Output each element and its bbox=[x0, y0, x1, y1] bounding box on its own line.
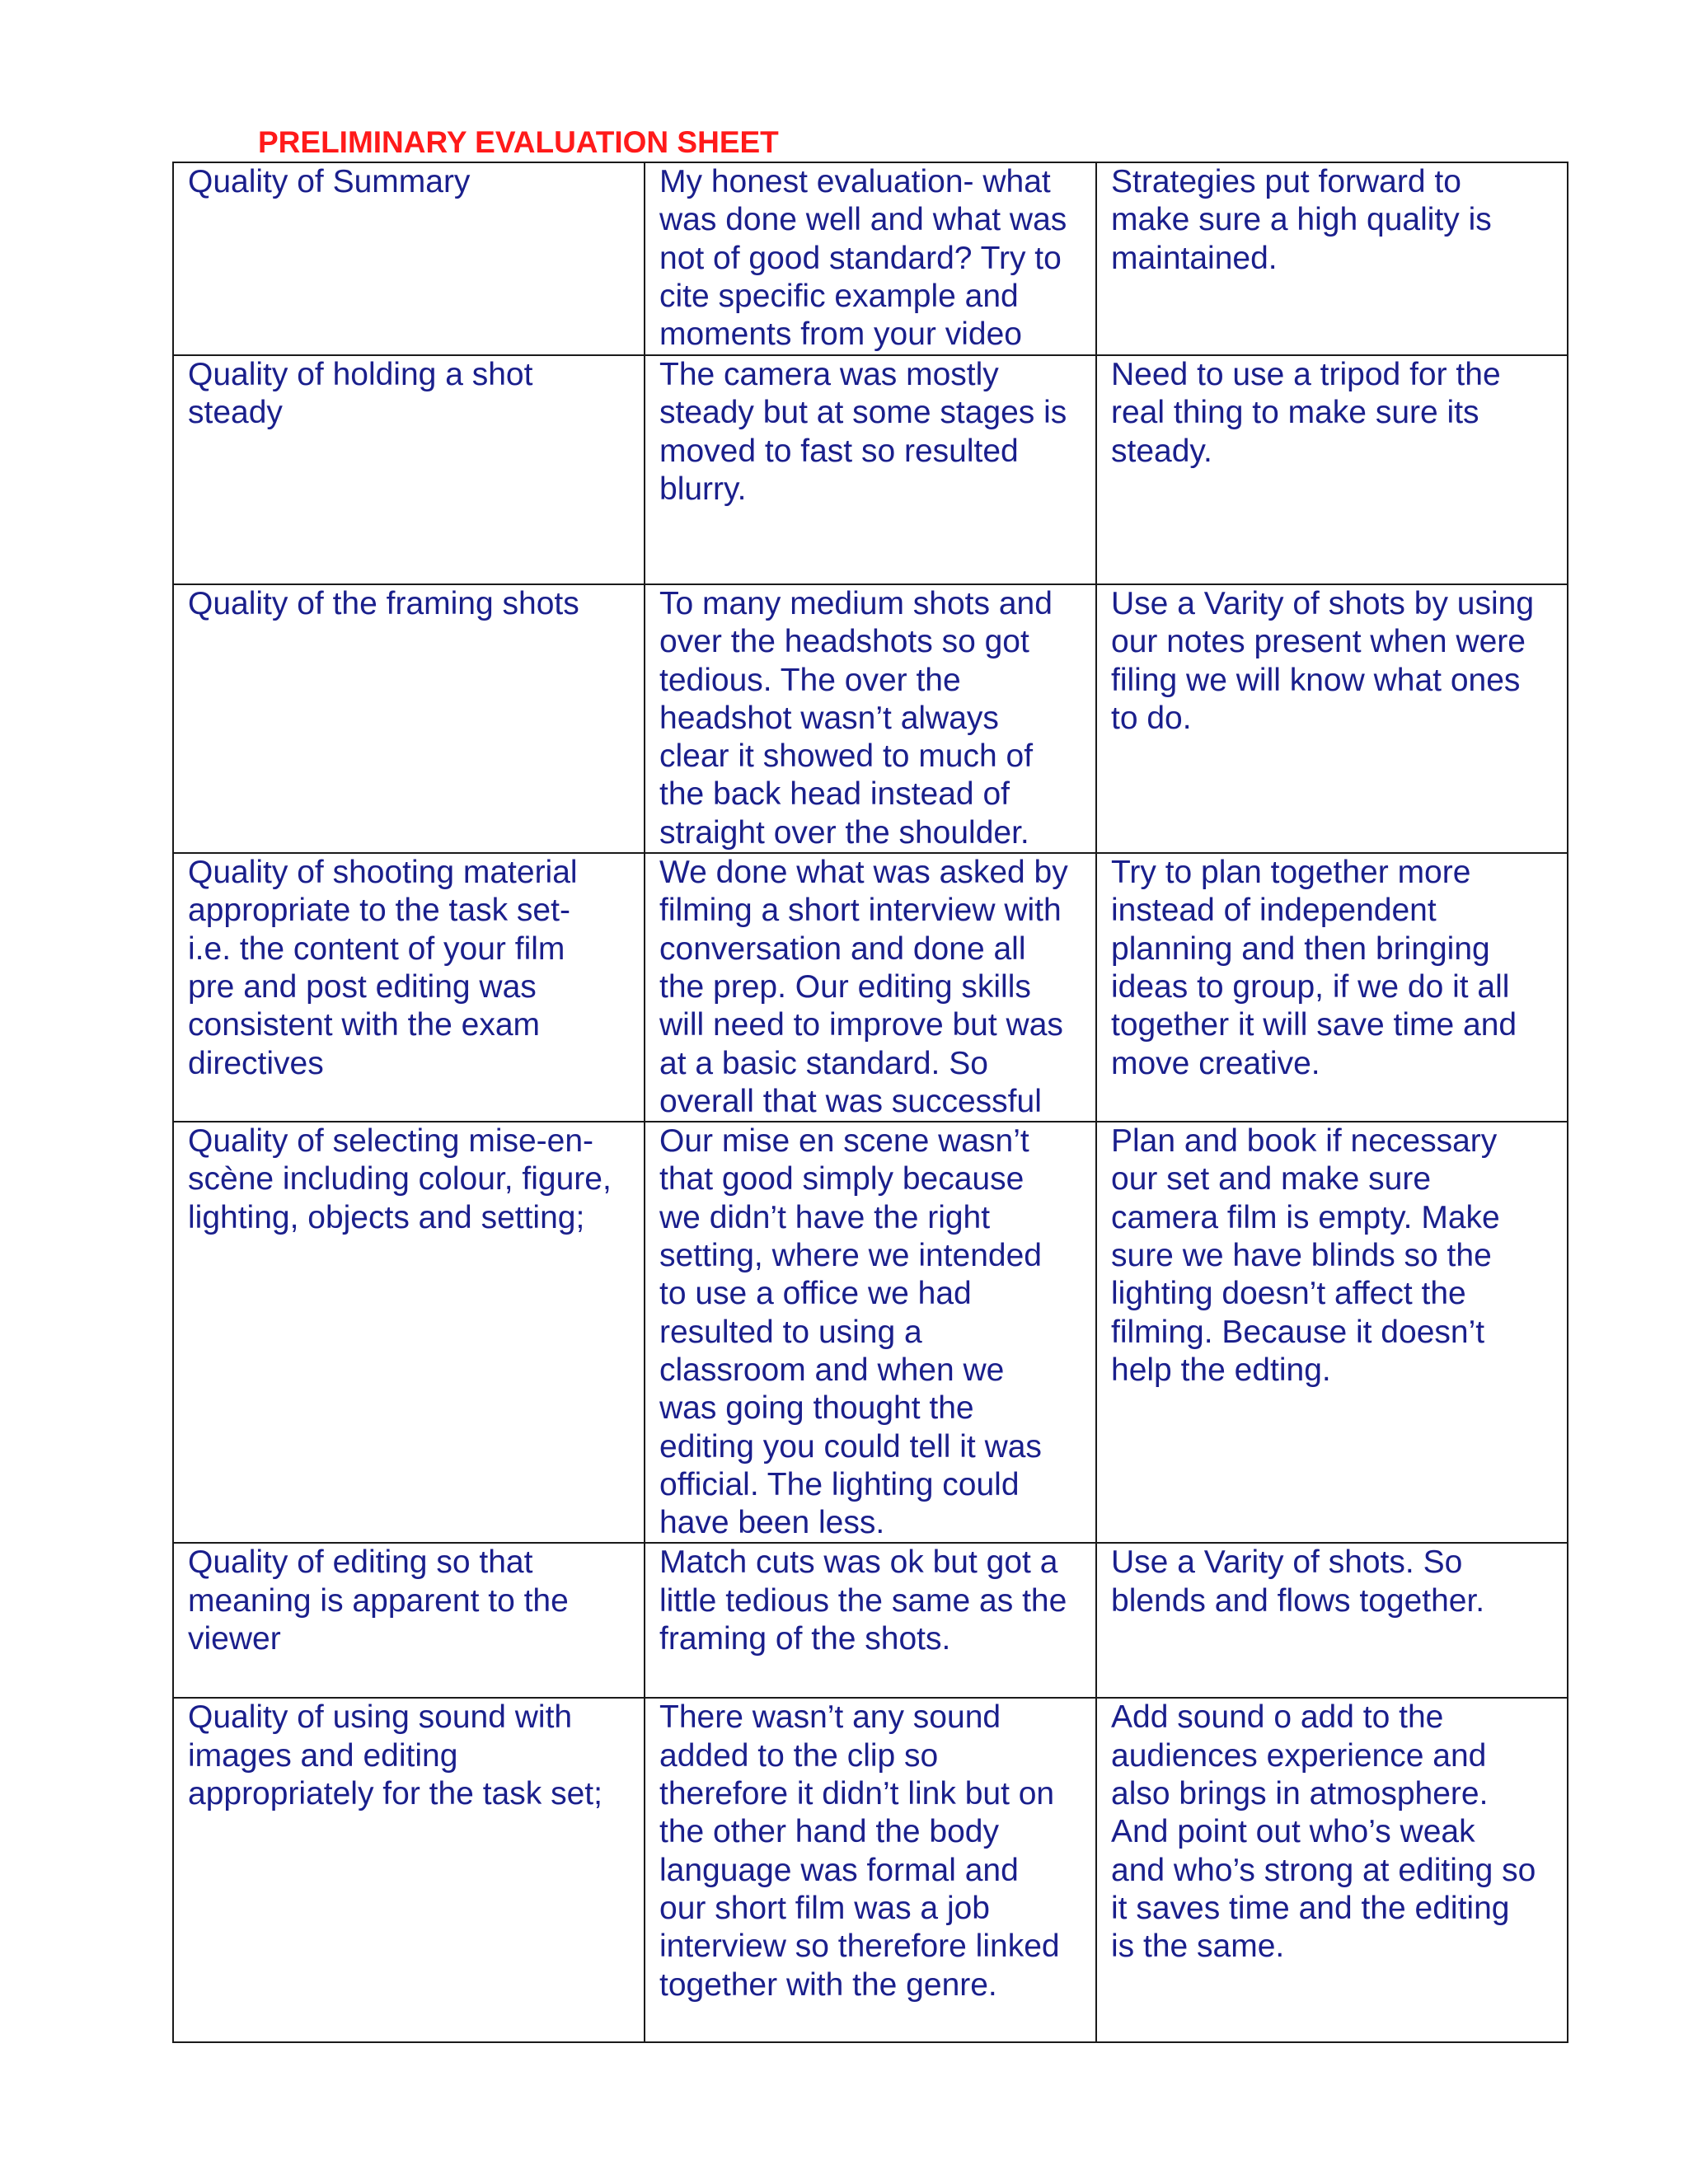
page-title: PRELIMINARY EVALUATION SHEET bbox=[258, 125, 779, 159]
strategy-cell: Need to use a tripod for the real thing to make sure its steady. bbox=[1096, 355, 1568, 584]
strategy-cell: Add sound o add to the audiences experience and also brings in atmosphere. And point out who’s weak and who’s strong at editing so it saves time and the editing is the same. bbox=[1096, 1698, 1568, 2042]
evaluation-cell: There wasn’t any sound added to the clip so therefore it didn’t link but on the other hand the body language was formal and our short film was a job interview so therefore linked together with the genre. bbox=[645, 1698, 1096, 2042]
strategy-cell: Use a Varity of shots. So blends and flows together. bbox=[1096, 1543, 1568, 1698]
evaluation-cell: Match cuts was ok but got a little tedious the same as the framing of the shots. bbox=[645, 1543, 1096, 1698]
table-row-sound bbox=[173, 1698, 1568, 2042]
criterion-cell: Quality of holding a shot steady bbox=[173, 355, 645, 584]
evaluation-cell: We done what was asked by filming a short interview with conversation and done all the prep. Our editing skills will need to improve but was at a basic standard. So overall that was successful bbox=[645, 853, 1096, 1122]
table-row-framing bbox=[173, 584, 1568, 853]
evaluation-cell: The camera was mostly steady but at some stages is moved to fast so resulted blurry. bbox=[645, 355, 1096, 584]
criterion-cell: Quality of shooting material appropriate to the task set- i.e. the content of your film pre and post editing was consistent with the exam directives bbox=[173, 853, 645, 1122]
evaluation-cell: Our mise en scene wasn’t that good simply because we didn’t have the right setting, where we intended to use a office we had resulted to using a classroom and when we was going thought the editing you could tell it was official. The lighting could have been less. bbox=[645, 1122, 1096, 1543]
criterion-cell: Quality of using sound with images and editing appropriately for the task set; bbox=[173, 1698, 645, 2042]
table-row-mise-en-scene bbox=[173, 1122, 1568, 1543]
table-row-steady-shot bbox=[173, 355, 1568, 584]
criterion-cell: Quality of selecting mise-en- scène including colour, figure, lighting, objects and setting; bbox=[173, 1122, 645, 1543]
evaluation-table bbox=[172, 162, 1568, 2043]
strategy-cell: Try to plan together more instead of independent planning and then bringing ideas to group, if we do it all together it will save time and move creative. bbox=[1096, 853, 1568, 1122]
strategy-cell: Plan and book if necessary our set and make sure camera film is empty. Make sure we have blinds so the lighting doesn’t affect the filming. Because it doesn’t help the edting. bbox=[1096, 1122, 1568, 1543]
evaluation-cell: My honest evaluation- what was done well and what was not of good standard? Try to cite specific example and moments from your video bbox=[645, 162, 1096, 355]
criterion-cell: Quality of Summary bbox=[173, 162, 645, 355]
evaluation-cell: To many medium shots and over the headshots so got tedious. The over the headshot wasn’t always clear it showed to much of the back head instead of straight over the shoulder. bbox=[645, 584, 1096, 853]
table-row-summary bbox=[173, 162, 1568, 355]
strategy-cell: Strategies put forward to make sure a high quality is maintained. bbox=[1096, 162, 1568, 355]
table-row-shooting-material bbox=[173, 853, 1568, 1122]
strategy-cell: Use a Varity of shots by using our notes present when were filing we will know what ones to do. bbox=[1096, 584, 1568, 853]
table-row-editing bbox=[173, 1543, 1568, 1698]
criterion-cell: Quality of editing so that meaning is apparent to the viewer bbox=[173, 1543, 645, 1698]
criterion-cell: Quality of the framing shots bbox=[173, 584, 645, 853]
